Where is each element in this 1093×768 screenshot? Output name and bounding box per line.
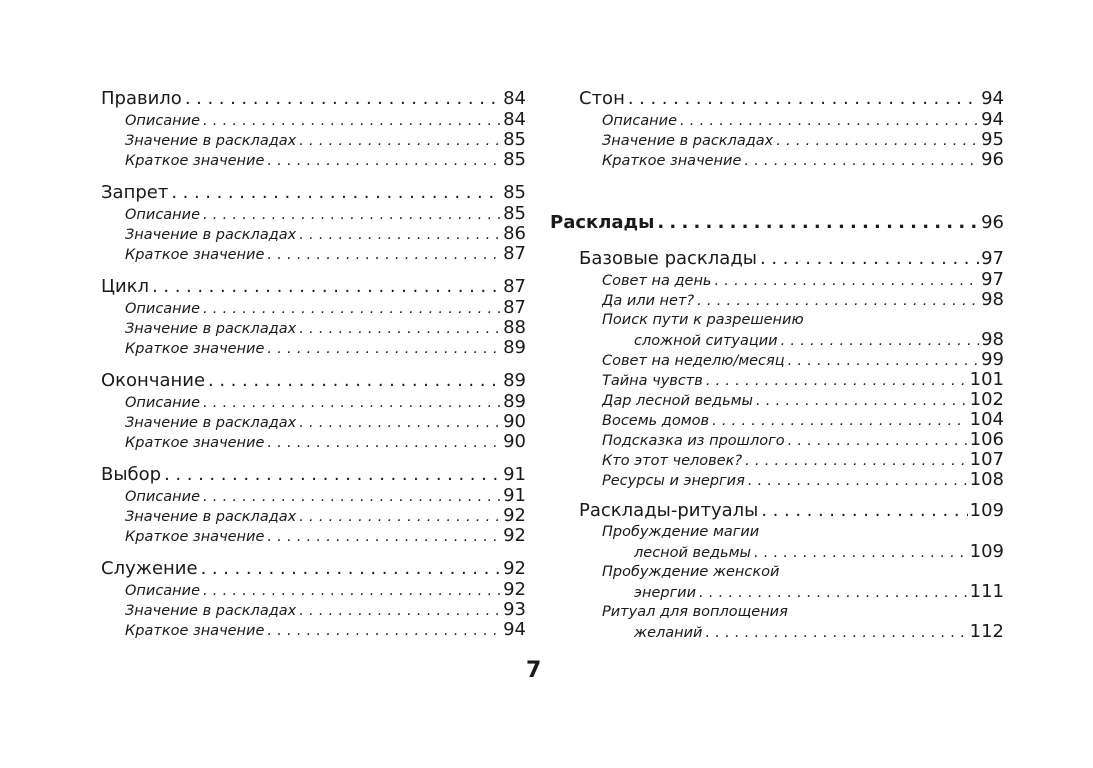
toc-entry-title: Совет на неделю/месяц <box>602 353 785 369</box>
toc-entry-page: 97 <box>981 248 1004 269</box>
dot-leader <box>264 245 501 264</box>
toc-entry-title: Подсказка из прошлого <box>602 433 785 449</box>
toc-entry-page: 107 <box>969 450 1004 470</box>
toc-entry-page: 94 <box>981 110 1004 130</box>
toc-entry[interactable] <box>125 392 526 412</box>
toc-entry[interactable] <box>101 88 526 110</box>
toc-entry-page: 97 <box>981 270 1004 290</box>
dot-leader <box>709 411 968 430</box>
dot-leader <box>694 291 979 310</box>
toc-entry[interactable] <box>125 526 526 546</box>
toc-entry[interactable] <box>125 130 526 150</box>
toc-entry[interactable] <box>101 182 526 204</box>
dot-leader <box>702 623 967 642</box>
toc-entry-page: 89 <box>503 338 526 358</box>
toc-entry[interactable] <box>125 244 526 264</box>
toc-entry[interactable] <box>101 370 526 392</box>
toc-entry[interactable] <box>125 506 526 526</box>
toc-entry[interactable] <box>602 270 1004 290</box>
toc-entry[interactable] <box>602 410 1004 430</box>
toc-entry-title: Совет на день <box>602 273 712 289</box>
toc-entry[interactable] <box>634 622 1004 642</box>
toc-entry[interactable] <box>125 204 526 224</box>
dot-leader <box>161 464 501 486</box>
dot-leader <box>751 543 968 562</box>
toc-entry-title: Да или нет? <box>602 293 695 309</box>
dot-leader <box>785 431 968 450</box>
toc-right-column <box>550 88 1004 648</box>
dot-leader <box>200 581 501 600</box>
toc-entry-title: Дар лесной ведьмы <box>602 393 753 409</box>
toc-entry[interactable] <box>602 602 1004 622</box>
toc-entry-page: 98 <box>981 290 1004 310</box>
toc-entry[interactable] <box>125 486 526 506</box>
toc-entry-title: Служение <box>101 558 198 579</box>
toc-entry[interactable] <box>125 110 526 130</box>
toc-entry-title: Поиск пути к разрешению <box>602 312 804 328</box>
toc-entry[interactable] <box>125 432 526 452</box>
toc-entry-page: 91 <box>503 486 526 506</box>
dot-leader <box>296 131 501 150</box>
toc-entry[interactable] <box>101 276 526 298</box>
dot-leader <box>711 271 979 290</box>
toc-entry-title: Описание <box>602 113 677 129</box>
toc-entry-page: 92 <box>503 558 526 579</box>
toc-entry-title: Краткое значение <box>125 529 265 545</box>
toc-entry[interactable] <box>634 582 1004 602</box>
toc-entry-page: 108 <box>969 470 1004 490</box>
toc-entry-title: Восемь домов <box>602 413 710 429</box>
toc-entry-page: 91 <box>503 464 526 485</box>
toc-entry-page: 95 <box>981 130 1004 150</box>
toc-entry-page: 85 <box>503 130 526 150</box>
toc-entry-title: Значение в раскладах <box>125 227 297 243</box>
toc-entry-title: Краткое значение <box>125 435 265 451</box>
toc-entry-page: 85 <box>503 182 526 203</box>
toc-entry[interactable] <box>602 450 1004 470</box>
dot-leader <box>696 583 968 602</box>
toc-entry-title: Описание <box>125 489 200 505</box>
toc-entry[interactable] <box>602 390 1004 410</box>
toc-entry-title: Расклады <box>550 212 655 233</box>
dot-leader <box>264 433 501 452</box>
toc-entry[interactable] <box>602 350 1004 370</box>
toc-entry-title: Краткое значение <box>125 153 265 169</box>
toc-entry-page: 85 <box>503 150 526 170</box>
toc-entry[interactable] <box>579 88 1004 110</box>
toc-entry-title: Выбор <box>101 464 162 485</box>
toc-entry[interactable] <box>125 412 526 432</box>
dot-leader <box>296 507 501 526</box>
dot-leader <box>785 351 979 370</box>
dot-leader <box>773 131 979 150</box>
toc-entry[interactable] <box>125 150 526 170</box>
toc-entry-title: Кто этот человек? <box>602 453 743 469</box>
toc-entry-page: 101 <box>969 370 1004 390</box>
dot-leader <box>264 527 501 546</box>
toc-entry-page: 89 <box>503 370 526 391</box>
toc-entry-page: 111 <box>969 582 1004 602</box>
toc-entry-page: 89 <box>503 392 526 412</box>
toc-entry[interactable] <box>602 430 1004 450</box>
toc-entry-page: 109 <box>969 542 1004 562</box>
toc-entry-page: 84 <box>503 88 526 109</box>
toc-entry[interactable] <box>125 600 526 620</box>
toc-entry-page: 93 <box>503 600 526 620</box>
toc-entry-title: Краткое значение <box>602 153 742 169</box>
dot-leader <box>625 88 979 110</box>
toc-entry[interactable] <box>125 318 526 338</box>
toc-entry[interactable] <box>602 290 1004 310</box>
toc-entry-title: Окончание <box>101 370 206 391</box>
toc-entry-title: Тайна чувств <box>602 373 703 389</box>
dot-leader <box>296 413 501 432</box>
dot-leader <box>742 451 968 470</box>
toc-entry-title: Пробуждение магии <box>602 524 760 540</box>
toc-entry-title: Цикл <box>101 276 150 297</box>
toc-entry[interactable] <box>101 464 526 486</box>
dot-leader <box>200 299 501 318</box>
dot-leader <box>200 205 501 224</box>
toc-entry-page: 109 <box>969 500 1004 521</box>
toc-entry-title: Значение в раскладах <box>125 321 297 337</box>
toc-entry-page: 92 <box>503 526 526 546</box>
toc-entry[interactable] <box>579 248 1004 270</box>
toc-entry-title: лесной ведьмы <box>634 545 751 561</box>
toc-entry-page: 94 <box>981 88 1004 109</box>
toc-entry[interactable] <box>602 562 1004 582</box>
dot-leader <box>753 391 968 410</box>
toc-entry-title: Краткое значение <box>125 247 265 263</box>
toc-entry[interactable] <box>634 542 1004 562</box>
dot-leader <box>200 487 501 506</box>
toc-entry-title: Описание <box>125 113 200 129</box>
toc-entry-page: 102 <box>969 390 1004 410</box>
toc-entry-title: Значение в раскладах <box>125 603 297 619</box>
dot-leader <box>745 471 968 490</box>
toc-entry-page: 94 <box>503 620 526 640</box>
toc-entry-page: 106 <box>969 430 1004 450</box>
dot-leader <box>168 182 501 204</box>
dot-leader <box>778 331 980 350</box>
dot-leader <box>703 371 968 390</box>
dot-leader <box>741 151 979 170</box>
toc-entry-title: Краткое значение <box>125 341 265 357</box>
toc-entry-title: Пробуждение женской <box>602 564 780 580</box>
page-number: 7 <box>526 658 542 683</box>
toc-entry-title: Ресурсы и энергия <box>602 473 745 489</box>
toc-entry-title: Расклады-ритуалы <box>579 500 759 521</box>
dot-leader <box>296 225 501 244</box>
toc-entry-page: 96 <box>981 212 1004 233</box>
toc-entry-page: 112 <box>969 622 1004 642</box>
dot-leader <box>264 621 501 640</box>
toc-entry-page: 104 <box>969 410 1004 430</box>
toc-entry[interactable] <box>125 338 526 358</box>
toc-entry[interactable] <box>125 298 526 318</box>
dot-leader <box>677 111 979 130</box>
toc-entry-page: 87 <box>503 244 526 264</box>
toc-entry[interactable] <box>579 500 1004 522</box>
dot-leader <box>200 393 501 412</box>
toc-entry-page: 98 <box>981 330 1004 350</box>
toc-entry-title: Базовые расклады <box>579 248 757 269</box>
toc-entry-title: Краткое значение <box>125 623 265 639</box>
toc-entry-page: 85 <box>503 204 526 224</box>
toc-entry-title: Описание <box>125 395 200 411</box>
toc-entry-title: Описание <box>125 583 200 599</box>
toc-entry[interactable] <box>125 580 526 600</box>
dot-leader <box>654 212 979 234</box>
dot-leader <box>198 558 502 580</box>
toc-entry-title: Ритуал для воплощения <box>602 604 788 620</box>
dot-leader <box>149 276 501 298</box>
toc-entry-page: 86 <box>503 224 526 244</box>
toc-entry-page: 92 <box>503 580 526 600</box>
dot-leader <box>264 151 501 170</box>
toc-entry-page: 87 <box>503 298 526 318</box>
dot-leader <box>205 370 501 392</box>
toc-entry-title: Описание <box>125 301 200 317</box>
dot-leader <box>758 500 967 522</box>
toc-left-column <box>101 88 526 648</box>
toc-entry[interactable] <box>125 224 526 244</box>
toc-entry[interactable] <box>602 310 1004 330</box>
toc-entry-page: 99 <box>981 350 1004 370</box>
dot-leader <box>757 248 979 270</box>
dot-leader <box>296 319 501 338</box>
toc-entry-page: 84 <box>503 110 526 130</box>
toc-entry-page: 88 <box>503 318 526 338</box>
toc-entry[interactable] <box>125 620 526 640</box>
toc-entry-page: 87 <box>503 276 526 297</box>
toc-entry-title: сложной ситуации <box>634 333 778 349</box>
toc-entry-title: желаний <box>634 625 703 641</box>
toc-entry-title: Значение в раскладах <box>602 133 774 149</box>
toc-entry[interactable] <box>602 370 1004 390</box>
toc-entry[interactable] <box>634 330 1004 350</box>
toc-entry-title: Значение в раскладах <box>125 133 297 149</box>
toc-entry-title: Значение в раскладах <box>125 415 297 431</box>
toc-entry[interactable] <box>602 150 1004 170</box>
toc-entry-title: энергии <box>634 585 697 601</box>
toc-entry-title: Описание <box>125 207 200 223</box>
toc-entry[interactable] <box>602 110 1004 130</box>
toc-entry[interactable] <box>550 212 1004 234</box>
toc-entry-title: Правило <box>101 88 182 109</box>
dot-leader <box>182 88 501 110</box>
toc-entry-title: Значение в раскладах <box>125 509 297 525</box>
toc-entry-page: 90 <box>503 432 526 452</box>
toc-entry-title: Запрет <box>101 182 169 203</box>
toc-entry-page: 96 <box>981 150 1004 170</box>
toc-entry[interactable] <box>602 522 1004 542</box>
toc-entry[interactable] <box>101 558 526 580</box>
dot-leader <box>264 339 501 358</box>
toc-entry[interactable] <box>602 130 1004 150</box>
dot-leader <box>200 111 501 130</box>
toc-entry-title: Стон <box>579 88 625 109</box>
toc-entry-page: 92 <box>503 506 526 526</box>
toc-entry[interactable] <box>602 470 1004 490</box>
dot-leader <box>296 601 501 620</box>
toc-entry-page: 90 <box>503 412 526 432</box>
